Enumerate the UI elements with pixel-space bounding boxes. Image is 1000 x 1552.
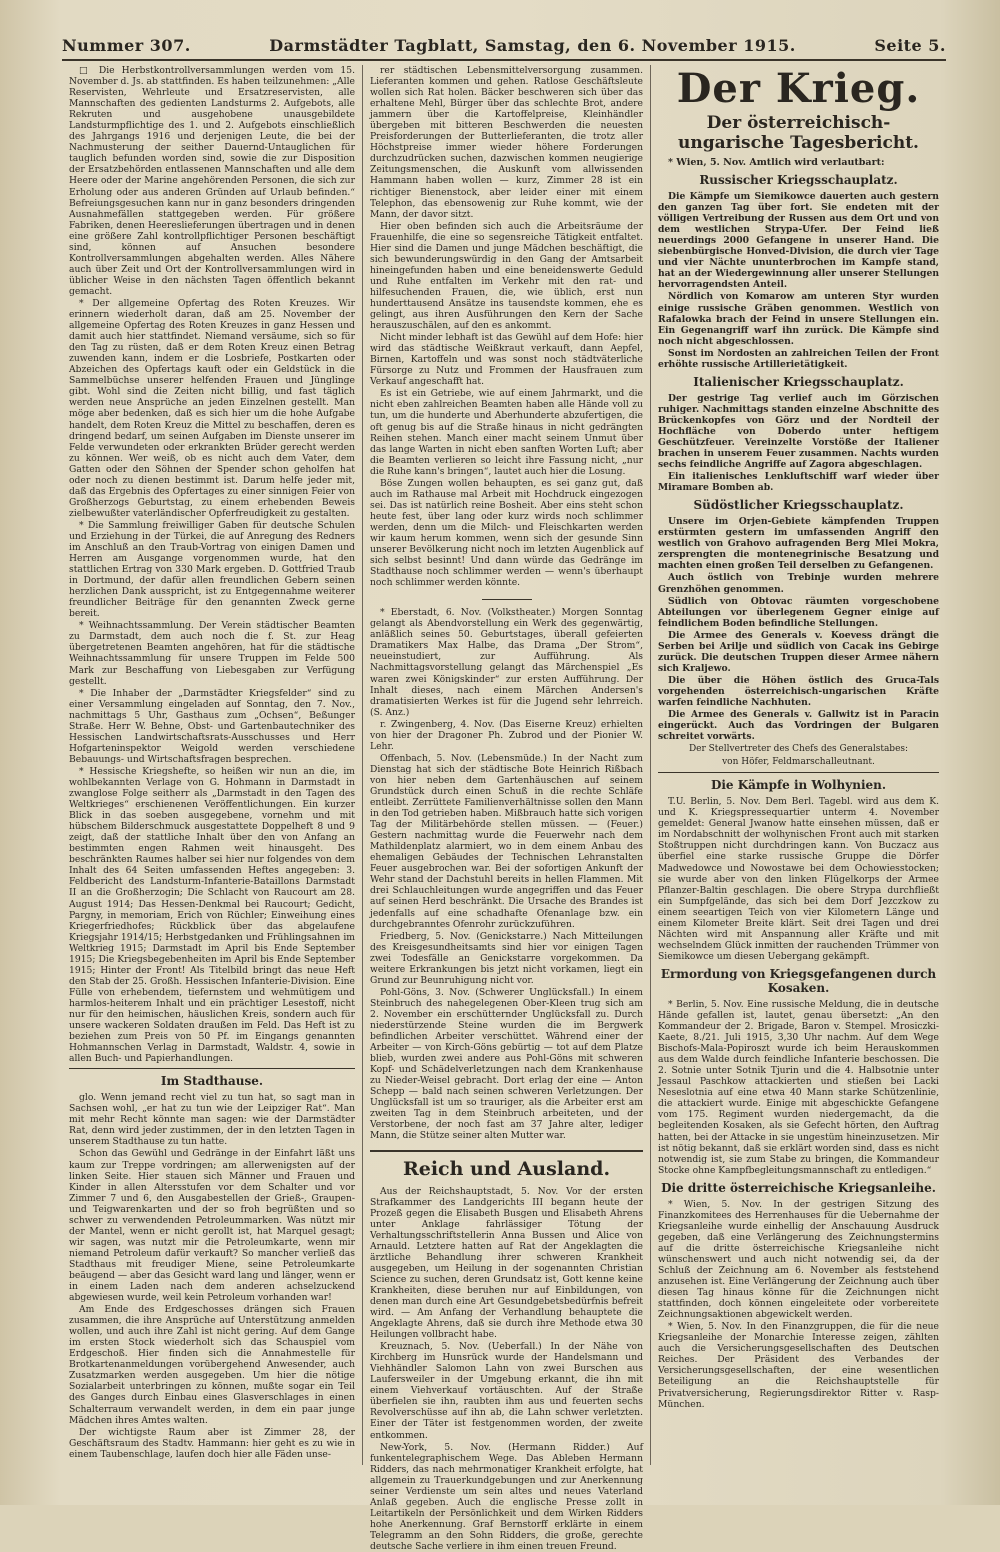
war-report-paragraph: Ein italienisches Lenkluftschiff warf wieder über Miramare Bomben ab.: [658, 471, 939, 494]
war-report-paragraph: Die Kämpfe um Siemikowce dauerten auch gestern den ganzen Tag über fort. Sie endeten mit der völligen Vertreibung der Russen aus dem Ort und von dem westlichen Strypa-Ufer. Der Feind ließ neuerdings 2000 Gefangene in unserer Hand. Die siebenbürgische Honved-Division, die durch vier Tage und vier Nächte ununterbrochen im Kampfe stand, hat an der Wiedergewinnung aller unserer Stellungen hervorragendsten Anteil.: [658, 191, 939, 291]
war-report-paragraph: Unsere im Orjen-Gebiete kämpfenden Truppen erstürmten gestern im umfassenden Angriff den westlich von Grahovo aufragenden Berg Mlei Mokra, zersprengten die montenegrinische Besatzung und machten einen großen Teil derselben zu Gefangenen.: [658, 516, 939, 572]
heading-kriegsanleihe: Die dritte österreichische Kriegsanleihe.: [661, 1180, 936, 1195]
war-report-paragraph: Die Armee des Generals v. Koevess drängt die Serben bei Arilje und südlich von Cacak ins Gebirge zurück. Die deutschen Truppen dieser Armee nähern sich Kraljewo.: [658, 629, 939, 674]
stadthaus-continued: rer städtischen Lebensmittelversorgung zusammen. Lieferanten kommen und gehen. Ratlose Geschäftsleute wollen sich Rat holen. Bäcker beschweren sich über das erhaltene Mehl, Bürger über das schlechte Brot, andere jammern über die Kartoffelpreise, Kleinhändler übergeben mit bitteren Beschwerden die neuesten Preisforderungen der Butterlieferanten, die trotz aller Höchstpreise immer wieder höhere Forderungen durchzudrücken suchen, dazwischen kommen neugierige Zeitungsmenschen, die Auskunft vom allwissenden Hammann haben wollen — kurz, Zimmer 28 ist ein richtiger Bienenstock, aber leider einer mit einem Telephon, das ebensowenig zur Ruhe kommt, wie der Mann, der davor sitzt.: [370, 65, 643, 220]
article-opfertag: * Der allgemeine Opfertag des Roten Kreuzes. Wir erinnern wiederholt daran, daß am 25. November der allgemeine Opfertag des Roten Kreuzes in ganz Hessen und damit auch hier stattfindet. Niemand versäume, sich so für den Tag zu rüsten, daß er dem Roten Kreuz einen Betrag zuwenden kann, indem er die Losbriefe, Postkarten oder Abzeichen des Opfertags kauft oder ein Geldstück in die Sammelbüchse unserer helfenden Frauen und Jünglinge gibt. Wohl sind die Zeiten nicht billig, und fast täglich werden neue Ansprüche an jeden Einzelnen gestellt. Man möge aber bedenken, daß es sich hier um die hohe Aufgabe handelt, dem Roten Kreuz die Mittel zu beschaffen, deren es dringend bedarf, um seinen Aufgaben im Dienste unserer im Felde verwundeten oder erkrankten Brüder gerecht werden zu können. Wer weiß, ob es nicht auch dem Vater, dem Gatten oder den Söhnen der Spender schon geholfen hat oder noch zu dienen bestimmt ist. Darum helfe jeder mit, daß das Ergebnis des Opfertages zu einer sinnigen Feier von Großherzogs Geburtstag, zu einem erhebenden Beweis zielbewußter vaterländischer Opferfreudigkeit zu gestalten.: [69, 297, 355, 519]
stadthaus-continued: Hier oben befinden sich auch die Arbeitsräume der Frauenhilfe, die eine so segensreiche Tätigkeit entfaltet. Hier sind die Damen und junge Mädchen beschäftigt, die sich bewunderungswürdig in den Gang der Amtsarbeit hineingefunden haben und eine beneidenswerte Geduld und Ruhe entfalten im Verkehr mit den rat- und hilfesuchenden Frauen, die, wie üblich, erst nun hunderttausend Ansätze ins tausendste kommen, ehe es gelingt, aus ihren Ausführungen den Kern der Sache herauszuschälen, auf den es ankommt.: [370, 220, 643, 332]
signature-line: Der Stellvertreter des Chefs des Generalstabes:: [688, 744, 909, 755]
reich-news-item: Kreuznach, 5. Nov. (Ueberfall.) In der Nähe von Kirchberg im Hunsrück wurde der Handelsmann und Viehhändler Salomon Lahn von zwei Burschen aus Laufersweiler in der Umgebung erkannt, die ihn mit einem Viehverkauf vortäuschten. Auf der Straße überfielen sie ihn, raubten ihm aus und feuerten sechs Revolverschüsse auf ihn ab, die Lahn schwer verletzten. Einer der Täter ist festgenommen worden, der zweite entkommen.: [370, 1341, 643, 1441]
dateline: * Wien, 5. Nov. Amtlich wird verlautbart:: [668, 157, 885, 168]
reich-news-item: Aus der Reichshauptstadt, 5. Nov. Vor der ersten Strafkammer des Landgerichts III begann heute der Prozeß gegen die Elisabeth Busgen und Elisabeth Ahrens unter Anklage fahrlässiger Tötung der Verhaltungsschriftstellerin Anna Bussen und Alice von Arnauld. Letztere hatten auf Rat der Angeklagten die ärztliche Behandlung ihrer schweren Krankheit ausgegeben, um Heilung in der sogenannten Christian Science zu suchen, deren Grundsatz ist, Gott kenne keine Krankheiten, diese beruhen nur auf Einbildungen, von denen man durch eine Art Gesundgebetsbedürfnis befreit wird. — Am Anfang der Verhandlung behauptete die Angeklagte Ahrens, daß sie durch ihre Methode etwa 30 Heilungen vollbracht habe.: [370, 1185, 643, 1341]
local-news-item: r. Zwingenberg, 4. Nov. (Das Eiserne Kreuz) erhielten von hier der Dragoner Ph. Zubrod und der Pionier W. Lehr.: [370, 718, 643, 752]
section-rule: [658, 772, 939, 773]
article-weihnachtssammlung: * Weihnachtssammlung. Der Verein städtischer Beamten zu Darmstadt, dem auch noch die f. St. zur Heag übergetretenen Beamten angehören, hat für die städtische Weihnachtssammlung für unsere Truppen im Felde 500 Mark zur Beschaffung von Liebesgaben zur Verfügung gestellt.: [69, 620, 355, 687]
war-report-paragraph: Die Armee des Generals v. Gallwitz ist in Paracin eingerückt. Auch das Vordringen der Bulgaren schreitet vorwärts.: [658, 709, 939, 743]
news-paragraph: * Berlin, 5. Nov. Eine russische Meldung, die in deutsche Hände gefallen ist, lautet, genau übersetzt: „An den Kommandeur der 2. Brigade, Baron v. Stempel. Mrosiczki-Kaete, 8./21. Juli 1915, 3,30 Uhr nachm. Auf dem Wege Bischofs-Mala-Popiroszt wurde ich beim Herauskommen aus dem Walde durch feindliche Infanterie beschossen. Die 2. Sotnie unter Sotnik Tjurin und die 4. Halbsotnie unter Jessaul Paschkow attackierten und stießen bei Lacki Neseslotnia auf eine etwa 40 Mann starke Schützenlinie, die attackiert wurde. Einige mit abgeschickte Gefangene vom 175. Regiment wurden niedergemacht, da die begleitenden Kosaken, als sie Gefecht hörten, den Auftrag hatten, bei der Attacke in sie ungestüm hineinzusetzen. Mir ist nötig bekannt, daß sie erklärt worden sind, dass es nicht notwendig ist, sie zum Stabe zu bringen, die Kommandeur Stocke ohne Kampfbegleitungsmannschaft zu entledigen.“: [658, 998, 939, 1176]
heading-stadthaus: Im Stadthause.: [160, 1074, 264, 1089]
heading-suedoestlicher-kriegsschauplatz: Südöstlicher Kriegsschauplatz.: [693, 498, 904, 513]
stadthaus-continued: Es ist ein Getriebe, wie auf einem Jahrmarkt, und die nicht eben zahlreichen Beamten haben alle Hände voll zu tun, um die hunderte und Aberhunderte abzufertigen, die oft genug bis auf die Straße hinaus in nicht gedrängten Reihen stehen. Manch einer macht seinem Unmut über das lange Warten in nicht eben sanften Worten Luft; aber die Beamten verlieren so leicht ihre Fassung nicht, „nur die Ruhe kann's bringen“, lautet auch hier die Losung.: [370, 388, 643, 477]
war-report-paragraph: Der gestrige Tag verlief auch im Görzischen ruhiger. Nachmittags standen einzelne Abschnitte des Brückenkopfes von Görz und der Nordteil der Hochfläche von Doberdo unter heftigem Geschützfeuer. Vereinzelte Vorstöße der Italiener brachen in unserem Feuer zusammen. Nachts wurden sechs feindliche Angriffe auf Zagora abgeschlagen.: [658, 392, 939, 471]
short-separator: [370, 592, 643, 603]
heading-ermordung-kriegsgefangener: Ermordung von Kriegsgefangenen durch Kosaken.: [660, 966, 937, 995]
column-3: [650, 65, 946, 1465]
local-news-item: Pohl-Göns, 3. Nov. (Schwerer Unglücksfall.) In einem Steinbruch des nahegelegenen Ober-Kleen trug sich am 2. November ein erschütternder Unglücksfall zu. Durch niederstürzende Steine wurden die im Bergwerk befindlichen Arbeiter verschüttet. Während einer der Arbeiter — von Kirch-Göns gebürtig — tot auf dem Platze blieb, wurden zwei andere aus Pohl-Göns mit schweren Kopf- und Schädelverletzungen nach dem Krankenhause zu Nieder-Weisel gebracht. Dort erlag der eine — Anton Schepp — bald nach seinen schweren Verletzungen. Der Unglücksfall ist um so trauriger, als die Arbeiter erst am zweiten Tag in dem Steinbruch arbeiteten, und der Verstorbene, der noch fast am 37 Jahre alter, lediger Mann, die Stütze seiner alten Mutter war.: [370, 986, 643, 1142]
news-paragraph: * Wien, 5. Nov. In der gestrigen Sitzung des Finanzkomitees des Herrenhauses für die Uebernahme der Kriegsanleihe wurde einhellig der Anschauung Ausdruck gegeben, daß eine Verlängerung des Zeichnungstermins auf die dritte österreichische Kriegsanleihe nicht wünschenswert und auch nicht notwendig sei, da der Schluß der Zeichnung am 6. November als feststehend anzusehen ist. Eine Verlängerung der Zeichnung auch über diesen Tag hinaus könne für die Zeichnungen nicht stattfinden, doch können eingeleitete oder vorbereitete Zeichnungsaktionen abgewickelt werden.: [658, 1198, 939, 1321]
stadthaus-continued: Nicht minder lebhaft ist das Gewühl auf dem Hofe: hier wird das städtische Weißkraut verkauft, dann Aepfel, Birnen, Kartoffeln und was sonst noch städtväterliche Fürsorge zu Nutz und Frommen der Hausfrauen zum Verkauf angeschafft hat.: [370, 332, 643, 388]
local-news-item: Offenbach, 5. Nov. (Lebensmüde.) In der Nacht zum Dienstag hat sich der städtische Bote Heinrich Rißbach von hier neben dem Gartenhäuschen auf seinem Grundstück durch einen Schuß in die rechte Schläfe entleibt. Zerrüttete Familienverhältnisse sollen den Mann in den Tod getrieben haben. Mißbrauch hatte sich vorigen Tag der Militärbehörde stellen müssen. — (Feuer.) Gestern nachmittag wurde die Feuerwehr nach dem Mathildenplatz alarmiert, wo in dem einem Anbau des ehemaligen Gebäudes der Technischen Lehranstalten Feuer ausgebrochen war. Bei der sofortigen Ankunft der Wehr stand der Dachstuhl bereits in hellen Flammen. Mit drei Schlauchleitungen wurde angegriffen und das Feuer auf seinen Herd beschränkt. Die Ursache des Brandes ist jedenfalls auf eine schadhafte Ofenanlage bzw. ein durchgebranntes Ofenrohr zurückzuführen.: [370, 752, 643, 930]
war-report-paragraph: Nördlich von Komarow am unteren Styr wurden einige russische Gräben genommen. Westlich von Rafalowka brach der Feind in unsere Stellungen ein. Ein Gegenangriff warf ihn zurück. Die Kämpfe sind noch nicht abgeschlossen.: [658, 291, 939, 347]
news-paragraph: T.U. Berlin, 5. Nov. Dem Berl. Tagebl. wird aus dem K. und K. Kriegspressequartier unterm 4. November gemeldet: General Jwanow hatte einsehen müssen, daß er im Nordabschnitt der wolhynischen Front auch mit starken Stoßtruppen nicht durchdringen kann. Von Buczacz aus überfiel eine starke russische Gruppe die Dörfer Madwedowce und Nowostawe bei dem Ochowiesstocken; sie wurde aber von den linken Flügelkorps der Armee Pflanzer-Baltin geschlagen. Die obere Strypa durchfließt ein Sumpfgelände, das sich bei dem Dorf Jezczkow zu einem seeartigen Teich von vier Kilometern Länge und einem Kilometer Breite klärt. Seit drei Tagen und drei Nächten wird mit Anspannung aller Kräfte und mit wechselndem Glück inmitten der rauchenden Trümmer von Siemikowce um diesen Uebergang gekämpft.: [658, 796, 939, 962]
section-rule: [69, 1068, 355, 1069]
subheading-tagesbericht: Der österreichisch-ungarische Tagesbericht.: [678, 113, 919, 153]
heading-kaempfe-wolhynien: Die Kämpfe in Wolhynien.: [710, 778, 887, 793]
reich-news-item: New-York, 5. Nov. (Hermann Ridder.) Auf funkentelegraphischem Wege. Das Ableben Hermann Ridders, das nach mehrmonatiger Krankheit erfolgte, hat allgemein zu Trauerkundgebungen und zur Anerkennung seiner Verdienste um sein altes und neues Vaterland Anlaß gegeben. Auch die englische Presse zollt in Leitartikeln der Persönlichkeit und dem Wirken Ridders hohe Anerkennung. Graf Bernstorff erklärte in einem Telegramm an den Sohn Ridders, die große, gerechte deutsche Sache verliere in ihm einen treuen Freund.: [370, 1441, 643, 1552]
war-report-paragraph: Auch östlich von Trebinje wurden mehrere Grenzhöhen genommen.: [658, 572, 939, 595]
stadthaus-continued: Böse Zungen wollen behaupten, es sei ganz gut, daß auch im Rathause mal Arbeit mit Hochdruck eingezogen sei. Das ist natürlich reine Bosheit. Aber eins steht schon heute fest, über lang oder kurz wirds noch schlimmer werden, denn um die Milch- und Fleischkarten werden wir kaum herum kommen, wenn sich der gesunde Sinn unserer Bevölkerung nicht noch im letzten Augenblick auf sich selbst besinnt! Und dann würde das Gedränge im Stadthause noch schlimmer werden — wenn's überhaupt noch schlimmer werden könnte.: [370, 477, 643, 589]
news-paragraph: * Wien, 5. Nov. In den Finanzgruppen, die für die neue Kriegsanleihe der Monarchie Interesse zeigen, zählten auch die Versicherungsgesellschaften des Deutschen Reiches. Der Präsident des Verbandes der Versicherungsgesellschaften, der eine wesentlichen Beteiligung an die Reichshauptstelle für Privatversicherung, Regierungsdirektor Ritter v. Rasp-München.: [658, 1321, 939, 1410]
heading-italienischer-kriegsschauplatz: Italienischer Kriegsschauplatz.: [693, 374, 904, 389]
signature-name: von Höfer, Feldmarschalleutnant.: [722, 757, 875, 768]
heading-der-krieg: Der Krieg.: [676, 65, 921, 112]
heading-russischer-kriegsschauplatz: Russischer Kriegsschauplatz.: [699, 173, 898, 188]
stadthaus-paragraph: glo. Wenn jemand recht viel zu tun hat, so sagt man in Sachsen wohl, „er hat zu tun wie der Leipziger Rat“. Man mit mehr Recht könnte man sagen: wie der Darmstädter Rat, denn wird jeder zustimmen, der in den letzten Tagen in unserem Stadthause zu tun hatte.: [69, 1092, 355, 1148]
local-news-item: Friedberg, 5. Nov. (Genickstarre.) Nach Mitteilungen des Kreisgesundheitsamts sind hier vor einigen Tagen zwei Todesfälle an Genickstarre vorgekommen. Da weitere Erkrankungen bis jetzt nicht vorkamen, liegt ein Grund zur Beunruhigung nicht vor.: [370, 930, 643, 986]
article-kontrollversammlungen: □ Die Herbstkontrollversammlungen werden vom 15. November d. Js. ab stattfinden. Es haben teilzunehmen: „Alle Reservisten, Wehrleute und Ersatzreservisten, alle Mannschaften des gedienten Landsturms 2. Aufgebots, alle Rekruten und ausgehobene unausgebildete Landsturmpflichtige des 1. und 2. Aufgebots einschließlich des Jahrgangs 1916 und derjenigen Leute, die bei der Nachmusterung der seither Dauernd-Untauglichen für tauglich befunden worden sind, sowie die zur Disposition der Ersatzbehörden entlassenen Mannschaften und alle dem Heere oder der Marine angehörenden Personen, die sich zur Erholung oder aus anderen Gründen auf Urlaub befinden.“ Befreiungsgesuchen kann nur in ganz besonders dringenden Ausnahmefällen stattgegeben werden. Für größere Fabriken, denen Heereslieferungen übertragen und in denen eine größere Zahl kontrollpflichtiger Personen beschäftigt sind, können auf Ansuchen besondere Kontrollversammlungen abgehalten werden. Alles Nähere auch über Zeit und Ort der Kontrollversammlungen wird in üblicher Weise in den nächsten Tagen öffentlich bekannt gemacht.: [69, 65, 355, 297]
columns: [62, 65, 946, 1552]
heading-reich-und-ausland: Reich und Ausland.: [370, 1150, 643, 1180]
local-news-item: * Eberstadt, 6. Nov. (Volkstheater.) Morgen Sonntag gelangt als Abendvorstellung ein Werk des gegenwärtig, anläßlich seines 50. Geburtstages, überall gefeierten Dramatikers Max Halbe, das Drama „Der Strom“, neueinstudiert, zur Aufführung. Als Nachmittagsvorstellung gelangt das Märchenspiel „Es waren zwei Königskinder“ zur ersten Aufführung. Der Inhalt dieses, nach einem Märchen Andersen's dramatisierten Werkes ist für die Jugend sehr lehrreich. (S. Anz.): [370, 607, 643, 718]
war-report-paragraph: Sonst im Nordosten an zahlreichen Teilen der Front erhöhte russische Artillerietätigkeit.: [658, 347, 939, 370]
article-kriegsfelder: * Die Inhaber der „Darmstädter Kriegsfelder“ sind zu einer Versammlung eingeladen auf Sonntag, den 7. Nov., nachmittags 5 Uhr, Gasthaus zum „Ochsen“, Beßunger Straße. Herr W. Behne, Obst- und Gartenbautechniker des Hessischen Landwirtschaftsrats-Ausschusses und Herr Hofgarteninspektor Weigold werden verschiedene Bebauungs- und Wirtschaftsfragen besprechen.: [69, 687, 355, 765]
stadthaus-paragraph: Schon das Gewühl und Gedränge in der Einfahrt läßt uns kaum zur Treppe vordringen; am allerwenigsten auf der linken Seite. Hier stauen sich Männer und Frauen und Kinder in allen Altersstufen vor dem Schalter und vor Zimmer 7 und 6, den Ausgabestellen der Grieß-, Graupen- und Teigwarenkarten und der so froh begrüßten und so schwer zu verwendenden Petroleummarken. Was nützt mir der Mantel, wenn er nicht gerollt ist, hat Marquel gesagt; wir sagen, was nutzt mir die Petroleumkarte, wenn mir niemand Petroleum dafür verkauft? So mancher verließ das Stadthaus mit freudiger Miene, seine Petroleumkarte beäugend — aber das Gesicht ward lang und länger, wenn er in einem Laden nach dem anderen achselzuckend abgewiesen wurde, weil kein Petroleum vorhanden war!: [69, 1148, 355, 1304]
newspaper-title: Darmstädter Tagblatt, Samstag, den 6. November 1915.: [269, 36, 796, 55]
masthead: [62, 36, 946, 61]
stadthaus-paragraph: Der wichtigste Raum aber ist Zimmer 28, der Geschäftsraum des Stadtv. Hammann: hier geht es zu wie in einem Taubenschlage, laufen doch hier alle Fäden unse-: [69, 1426, 355, 1460]
war-report-paragraph: Die über die Höhen östlich des Gruca-Tals vorgehenden österreichisch-ungarischen Kräfte warfen feindliche Nachhuten.: [658, 674, 939, 708]
stadthaus-paragraph: Am Ende des Erdgeschosses drängen sich Frauen zusammen, die ihre Ansprüche auf Unterstützung anmelden wollen, und auch ihre Zahl ist nicht gering. Auf dem Gange im ersten Stock wiederholt sich das Schauspiel vom Erdgeschoß. Hier finden sich die Annahmestelle für Brotkartenanmeldungen vorübergehend Anwesender, auch Zusatzmarken werden ausgegeben. Um hier die nötige Sozialarbeit unterbringen zu können, mußte sogar ein Teil des Ganges durch Einbau eines Glasverschlages in einen Schalterraum verwandelt werden, in dem ein paar junge Mädchen ihres Amtes walten.: [69, 1304, 355, 1426]
page-number: Seite 5.: [874, 36, 946, 55]
article-sammlung-tuerkei: * Die Sammlung freiwilliger Gaben für deutsche Schulen und Erziehung in der Türkei, die auf Anregung des Redners im Anschluß an den Traub-Vortrag von einigen Damen und Herren am Ausgange vorgenommen wurde, hat den stattlichen Ertrag von 330 Mark ergeben. D. Gottfried Traub in Dortmund, der dafür allen freundlichen Gebern seinen herzlichen Dank ausspricht, ist zu Entgegennahme weiterer freundlicher Beiträge für den genannten Zweck gerne bereit.: [69, 519, 355, 620]
war-report-paragraph: Südlich von Obtovac räumten vorgeschobene Abteilungen vor überlegenem Gegner einige auf feindlichem Boden befindliche Stellungen.: [658, 595, 939, 629]
article-kriegshefte: * Hessische Kriegshefte, so heißen wir nun an die, im wohlbekannten Verlage von G. Hohmann in Darmstadt in zwanglose Folge seitherr als „Darmstadt in den Tagen des Weltkrieges“ erschienenen Veröffentlichungen. Ein kurzer Blick in das soeben ausgegebene, vornehm und mit hübschem Bilderschmuck ausgestattete Doppelheft 8 und 9 zeigt, daß der stattliche Inhalt über den von Anfang an bestimmten engen Rahmen weit hinausgeht. Des beschränkten Raumes halber sei hier nur folgendes von dem Inhalt des 64 Seiten umfassenden Heftes angegeben: 3. Feldbericht des Landsturm-Infanterie-Bataillons Darmstadt II an die Großherzogin; Die Schlacht von Raucourt am 28. August 1914; Das Hessen-Denkmal bei Raucourt; Gedicht, Pargny, in memoriam, Erich von Rüchler; Einweihung eines Kriegerfriedhofes; Rückblick über das abgelaufene Kriegsjahr 1914/15; Herbstgedanken und Frühlingsahnen im Weltkrieg 1915; Darmstadt im April bis Ende September 1915; Die Kriegsbegebenheiten im April bis Ende September 1915; Hinter der Front! Als Titelbild bringt das neue Heft den Stab der 25. Großh. Hessischen Infanterie-Division. Eine Fülle von erhebendem, tiefernstem und wehmütigem und harmlos-heiterem Inhalt und ein prächtiger Lesestoff, nicht nur für den heimischen, häuslichen Kreis, sondern auch für unsere wackeren Soldaten draußen im Feld. Das Heft ist zu beziehen zum Preis von 50 Pf. im Eingangs genannten Hohmannschen Verlag in Darmstadt, Waldstr. 4, sowie in allen Buch- und Papierhandlungen.: [69, 765, 355, 1065]
column-2: [362, 65, 650, 1552]
column-1: [62, 65, 362, 1465]
issue-number: Nummer 307.: [62, 36, 191, 55]
